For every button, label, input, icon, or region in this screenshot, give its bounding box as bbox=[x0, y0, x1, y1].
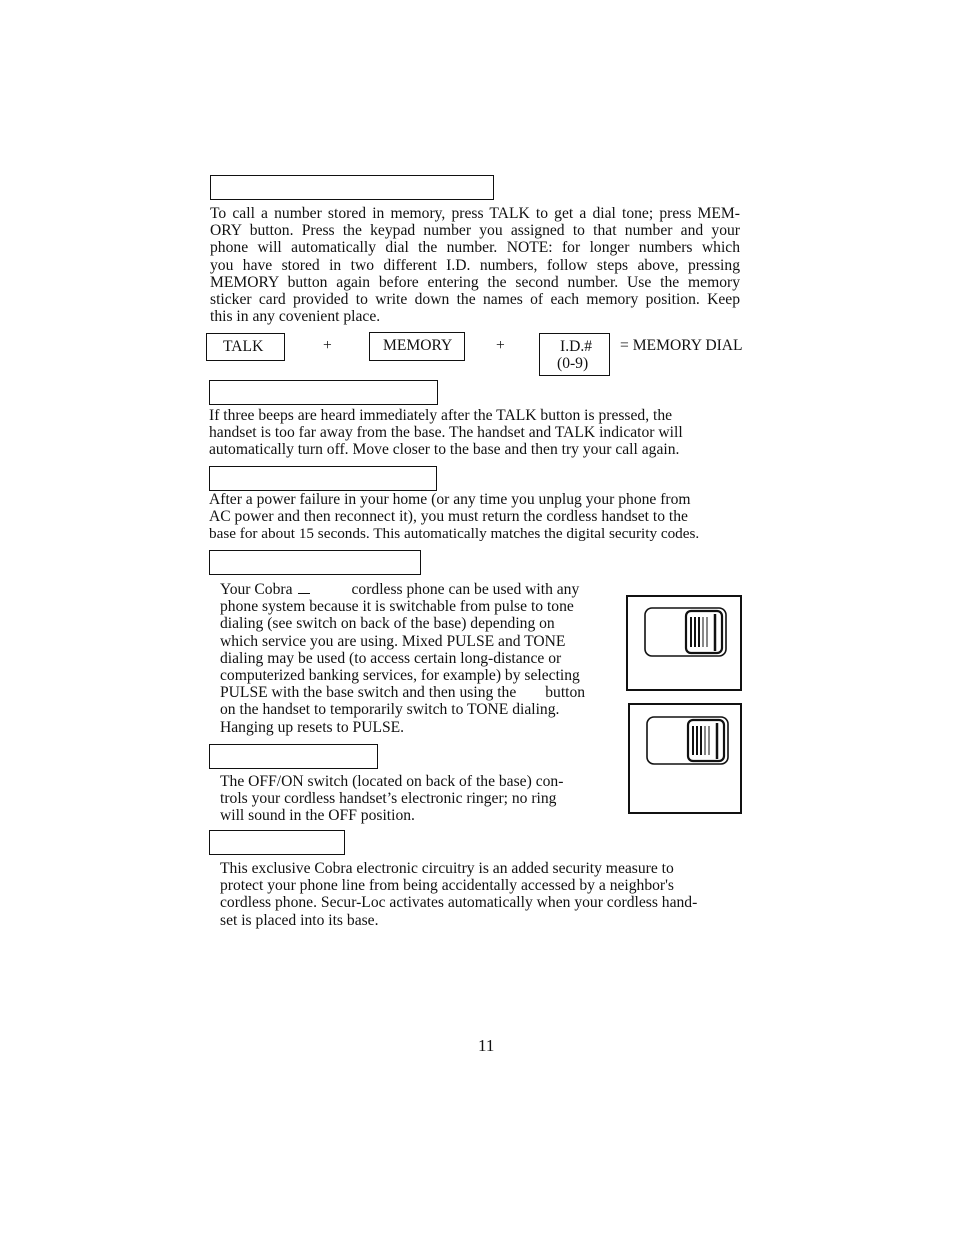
text-line: phone will automatically dial the number. NOTE: for longer numbers which bbox=[210, 239, 740, 257]
text-line: you have stored in two different I.D. numbers, follow steps above, pressing bbox=[210, 256, 740, 274]
text-line bbox=[220, 684, 620, 701]
section-heading-box-secur-loc bbox=[209, 830, 345, 855]
text-line: this in any covenient place. bbox=[210, 308, 381, 326]
out-of-range-paragraph bbox=[209, 407, 736, 459]
text-line: This exclusive Cobra electronic circuitry is an added security measure to bbox=[220, 860, 674, 877]
text-line: automatically turn off. Move closer to the base and then try your call again. bbox=[209, 441, 680, 459]
section-heading-box-memory-dial bbox=[210, 175, 494, 200]
text-line: dialing may be used (to access certain long-distance or bbox=[220, 649, 562, 667]
section-heading-box-out-of-range bbox=[209, 380, 438, 405]
text-line: Hanging up resets to PULSE. bbox=[220, 718, 405, 736]
plus-sign: + bbox=[323, 337, 332, 354]
text-line: handset is too far away from the base. The handset and TALK indicator will bbox=[209, 424, 683, 442]
ringer-switch-illustration bbox=[628, 703, 742, 814]
tone-pulse-switch-illustration bbox=[626, 595, 742, 691]
text-line: If three beeps are heard immediately after the TALK button is pressed, the bbox=[209, 407, 673, 424]
section-heading-box-power-failure bbox=[209, 466, 437, 491]
tone-pulse-paragraph bbox=[220, 581, 620, 736]
text-line: computerized banking services, for example) by selecting bbox=[220, 667, 580, 685]
ringer-paragraph bbox=[220, 773, 600, 825]
text-fragment: cordless phone can be used with any bbox=[351, 581, 580, 598]
model-number-blank bbox=[298, 581, 310, 594]
text-line: protect your phone line from being accidentally accessed by a neighbor's bbox=[220, 877, 675, 895]
text-line: on the handset to temporarily switch to TONE dialing. bbox=[220, 701, 560, 719]
text-line: AC power and then reconnect it), you must return the cordless handset to the bbox=[209, 508, 688, 526]
text-line: sticker card provided to write down the names of each memory position. Keep bbox=[210, 291, 740, 309]
text-fragment: Your Cobra bbox=[220, 581, 293, 598]
talk-key-box bbox=[206, 333, 285, 361]
text-line bbox=[220, 581, 620, 598]
text-line: set is placed into its base. bbox=[220, 911, 379, 929]
text-line: dialing (see switch on back of the base) depending on bbox=[220, 615, 555, 633]
text-line: base for about 15 seconds. This automatically matches the digital security codes. bbox=[209, 525, 700, 543]
text-line: cordless phone. Secur-Loc activates automatically when your cordless hand- bbox=[220, 894, 698, 912]
text-fragment: PULSE with the base switch and then using the bbox=[220, 684, 517, 702]
slide-switch-icon bbox=[628, 597, 740, 689]
memory-key-box bbox=[369, 332, 465, 361]
id-key-range: (0-9) bbox=[557, 355, 589, 372]
text-line: The OFF/ON switch (located on back of the base) con- bbox=[220, 773, 564, 790]
text-fragment: button bbox=[545, 684, 586, 702]
memory-dial-paragraph bbox=[210, 205, 740, 325]
memory-key-label: MEMORY bbox=[383, 337, 453, 354]
id-key-label: I.D.# bbox=[560, 338, 593, 355]
text-line: which service you are using. Mixed PULSE and TONE bbox=[220, 632, 566, 650]
talk-key-label: TALK bbox=[223, 338, 264, 355]
text-line: will sound in the OFF position. bbox=[220, 807, 415, 825]
section-heading-box-tone-pulse bbox=[209, 550, 421, 575]
text-line: To call a number stored in memory, press TALK to get a dial tone; press MEM- bbox=[210, 205, 740, 222]
text-line: ORY button. Press the keypad number you assigned to that number and your bbox=[210, 222, 740, 240]
section-heading-box-ringer bbox=[209, 744, 378, 769]
id-key-box bbox=[539, 333, 610, 376]
power-failure-paragraph bbox=[209, 491, 743, 543]
secur-loc-paragraph bbox=[220, 860, 748, 929]
text-line: trols your cordless handset’s electronic ringer; no ring bbox=[220, 790, 557, 808]
slide-switch-icon bbox=[630, 705, 740, 812]
plus-sign: + bbox=[496, 337, 505, 354]
text-line: After a power failure in your home (or any time you unplug your phone from bbox=[209, 491, 691, 508]
memory-dial-result: = MEMORY DIAL bbox=[620, 337, 743, 354]
page-number: 11 bbox=[478, 1036, 495, 1055]
text-line: phone system because it is switchable from pulse to tone bbox=[220, 598, 574, 616]
text-line: MEMORY button again before entering the second number. Use the memory bbox=[210, 273, 740, 291]
